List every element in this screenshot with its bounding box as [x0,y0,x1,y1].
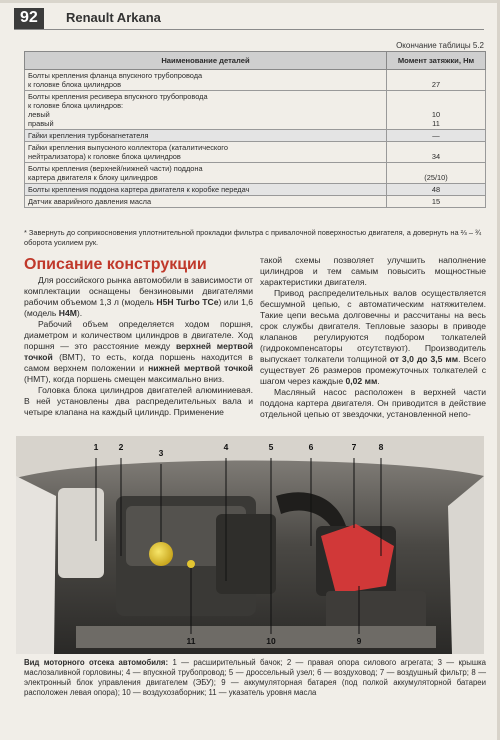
text-run: (ВМТ), то есть, когда поршень находится в самом верхнем положении и [24,352,253,373]
torque-value: 27 [431,80,441,89]
text-column-right [260,255,486,420]
part-name-cell [25,196,387,208]
part-name-line: к головке блока цилиндров [28,80,121,89]
bold-term: H5H Turbo TCe [156,297,219,307]
part-name-line: правый [28,119,54,128]
table-body [25,70,486,208]
part-name-cell [25,130,387,142]
part-name-line: Болты крепления фланца впускного трубопровода [28,71,203,80]
page-header [0,8,500,30]
text-run: Масляный насос расположен в верхней части поддона картера двигателя. Он приводится в действие отдельной цепью от звездочки, установленной непо- [260,387,486,419]
page-number: 92 [14,8,44,29]
table-row [25,196,486,208]
table-footnote: * Завернуть до соприкосновения уплотнительной прокладки фильтра с привалочной поверхностью двигателя, а довернуть на ⅔ – ¾ оборота усилием рук. [24,228,482,247]
paragraph [260,387,486,420]
header-rule [14,29,484,30]
callout-number: 4 [223,442,229,452]
callout-number: 6 [308,442,314,452]
text-run: Головка блока цилиндров двигателей алюминиевая. В ней установлены два распределительных вала и четыре клапана на каждый цилиндр. Применение [24,385,253,417]
part-name-line: картера двигателя к блоку цилиндров [28,173,158,182]
table-row [25,91,486,130]
part-name-line: Гайки крепления выпускного коллектора (каталитического [28,143,228,152]
part-name-cell [25,184,387,196]
engine-bay-photo [16,436,484,654]
text-run: . Всего существует 26 размеров промежуточных толкателей с шагом через каждые [260,354,487,386]
torque-value: 11 [432,119,440,128]
callout-number: 3 [158,448,164,458]
bold-term: верхней мертвой точкой [24,341,253,362]
torque-value-cell [387,70,486,91]
bold-term: 0,02 мм [345,376,378,386]
section-title: Описание конструкции [24,256,207,273]
bold-term: от 3,0 до 3,5 мм [389,354,459,364]
part-name-line: Болты крепления поддона картера двигателя к коробке передач [28,185,250,194]
paragraph [24,319,253,385]
bold-term: H4M [58,308,77,318]
callout-number: 2 [118,442,124,452]
part-name-line: к головке блока цилиндров: [28,101,124,110]
torque-value-cell [387,142,486,163]
text-run: Привод распределительных валов осуществляется бесшумной цепью, с автоматическим натяжителем. Такие цепи весьма долговечны и рассчитаны на весь срок службы двигателя. Тепловые зазоры в приводе клапанов регулируются подбором толкателей (гидрокомпенсаторы отсутствуют). Производитель выпускает толкатели толщиной [260,288,486,364]
part-name-line: Болты крепления ресивера впускного трубопровода [28,92,208,101]
text-run: (НМТ), когда поршень смещен максимально вниз. [24,374,225,384]
callout-number: 9 [356,636,362,646]
part-name-line: левый [28,110,50,119]
torque-value: — [432,131,440,140]
bold-term: нижней мертвой точкой [148,363,253,373]
callout-number: 11 [186,636,196,646]
column-header: Наименование деталей [25,52,387,70]
paragraph [260,255,486,288]
callout-number: 1 [93,442,99,452]
text-run: . [377,376,380,386]
torque-value-cell [387,163,486,184]
part-name-cell [25,142,387,163]
callout-number: 10 [266,636,276,646]
torque-value: 34 [431,152,441,161]
table-row [25,163,486,184]
part-name-line: Датчик аварийного давления масла [28,197,152,206]
running-title: Renault Arkana [66,10,161,25]
callout-number: 5 [268,442,274,452]
table-header-row [25,52,486,70]
part-name-line: Гайки крепления турбонагнетателя [28,131,149,140]
torque-value: (25/10) [424,173,448,182]
table-row [25,142,486,163]
torque-value: 15 [431,197,441,206]
paragraph [24,275,253,319]
table-row [25,70,486,91]
torque-value-cell [387,130,486,142]
figure-caption [24,658,486,698]
text-run: такой схемы позволяет улучшить наполнение цилиндров и тем самым повысить мощностные характеристики двигателя. [260,255,486,287]
torque-value-cell [387,91,486,130]
part-name-cell [25,163,387,184]
part-name-line: нейтрализатора) к головке блока цилиндров [28,152,181,161]
column-header: Момент затяжки, Нм [387,52,486,70]
text-run: ) или 1,6 (модель [24,297,254,318]
part-name-line: Болты крепления (верхней/нижней части) поддона [28,164,203,173]
torque-value: 48 [431,185,441,194]
table-row [25,130,486,142]
torque-value-cell [387,184,486,196]
table-caption: Окончание таблицы 5.2 [396,41,484,50]
paragraph [260,288,486,387]
torque-value-cell [387,196,486,208]
caption-title: Вид моторного отсека автомобиля: [24,658,169,667]
table-row [25,184,486,196]
torque-value: 10 [431,110,441,119]
text-column-left [24,275,253,418]
text-run: Рабочий объем определяется ходом поршня, диаметром и количеством цилиндров в двигателе. Ход поршня — это расстояние между [24,319,253,351]
paragraph [24,385,253,418]
text-run: ). [76,308,83,318]
part-name-cell [25,91,387,130]
torque-table [24,51,486,208]
callout-number: 7 [351,442,357,452]
callout-number: 8 [378,442,384,452]
part-name-cell [25,70,387,91]
text-run: Для российского рынка автомобили в зависимости от комплектации оснащены бензиновыми двигателями рабочим объемом 1,3 л (модель [24,275,253,307]
top-rule [0,0,500,3]
caption-text: 1 — расширительный бачок; 2 — правая опора силового агрегата; 3 — крышка маслозаливной горловины; 4 — впускной трубопровод; 5 — дроссельный узел; 6 — воздуховод; 7 — воздушный фильтр; 8 — электронный блок управления двигателем (ЭБУ); 9 — аккумуляторная батарея (под полкой аккумуляторной батареи расположен левая опора); 10 — воздухозаборник; 11 — указатель уровня масла [24,658,486,697]
